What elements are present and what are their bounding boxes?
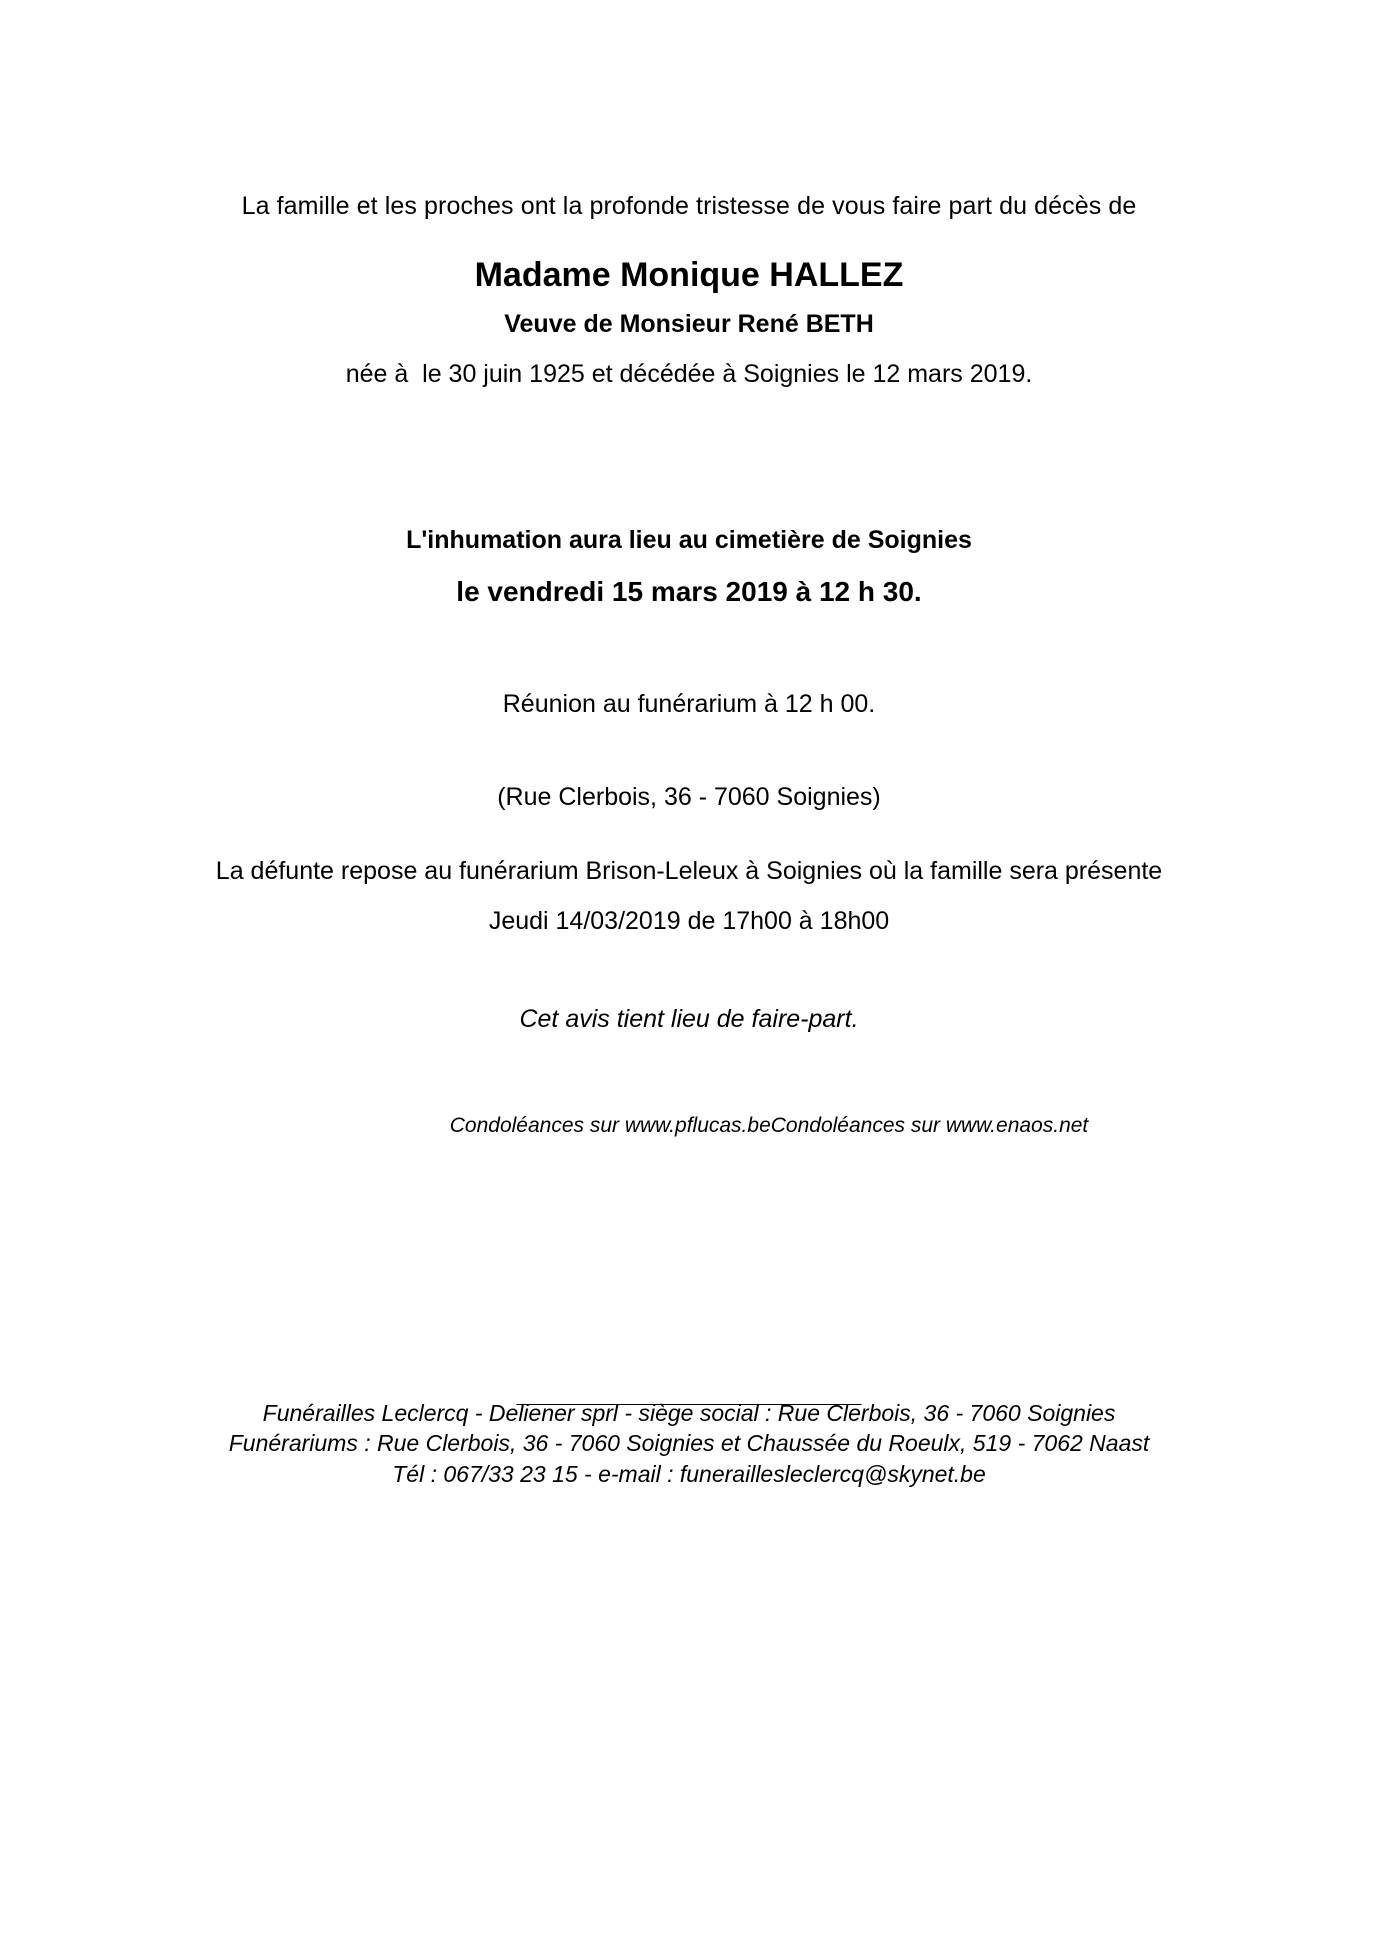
gathering-time: Réunion au funérarium à 12 h 00.	[502, 689, 876, 718]
birth-death-line: née à le 30 juin 1925 et décédée à Soignies le 12 mars 2019.	[345, 360, 1033, 388]
gathering-address: (Rue Clerbois, 36 - 7060 Soignies)	[497, 783, 881, 812]
gathering-info	[0, 626, 1378, 876]
intro-text: La famille et les proches ont la profonde tristesse de vous faire part du décès de	[241, 192, 1137, 220]
burial-place-line: L'inhumation aura lieu au cimetière de Soignies	[406, 526, 972, 554]
visiting-hours-line: Jeudi 14/03/2019 de 17h00 à 18h00	[488, 907, 890, 935]
condolences-links: Condoléances sur www.pflucas.beCondoléances sur www.enaos.net	[449, 1114, 1089, 1137]
footer-contact-line: Tél : 067/33 23 15 - e-mail : funeraillesleclercq@skynet.be	[392, 1460, 986, 1487]
footer-block	[0, 1398, 1378, 1489]
faire-part-notice: Cet avis tient lieu de faire-part.	[519, 1005, 859, 1033]
deceased-name: Madame Monique HALLEZ	[474, 256, 904, 294]
repose-line: La défunte repose au funérarium Brison-Leleux à Soignies où la famille sera présente	[215, 857, 1163, 885]
burial-datetime-line: le vendredi 15 mars 2019 à 12 h 30.	[456, 576, 922, 607]
footer-locations-line: Funérariums : Rue Clerbois, 36 - 7060 Soignies et Chaussée du Roeulx, 519 - 7062 Naast	[228, 1430, 1150, 1457]
footer-company-line: Funérailles Leclercq - Deliener sprl - siège social : Rue Clerbois, 36 - 7060 Soignies	[262, 1400, 1116, 1426]
spouse-line: Veuve de Monsieur René BETH	[504, 310, 874, 338]
